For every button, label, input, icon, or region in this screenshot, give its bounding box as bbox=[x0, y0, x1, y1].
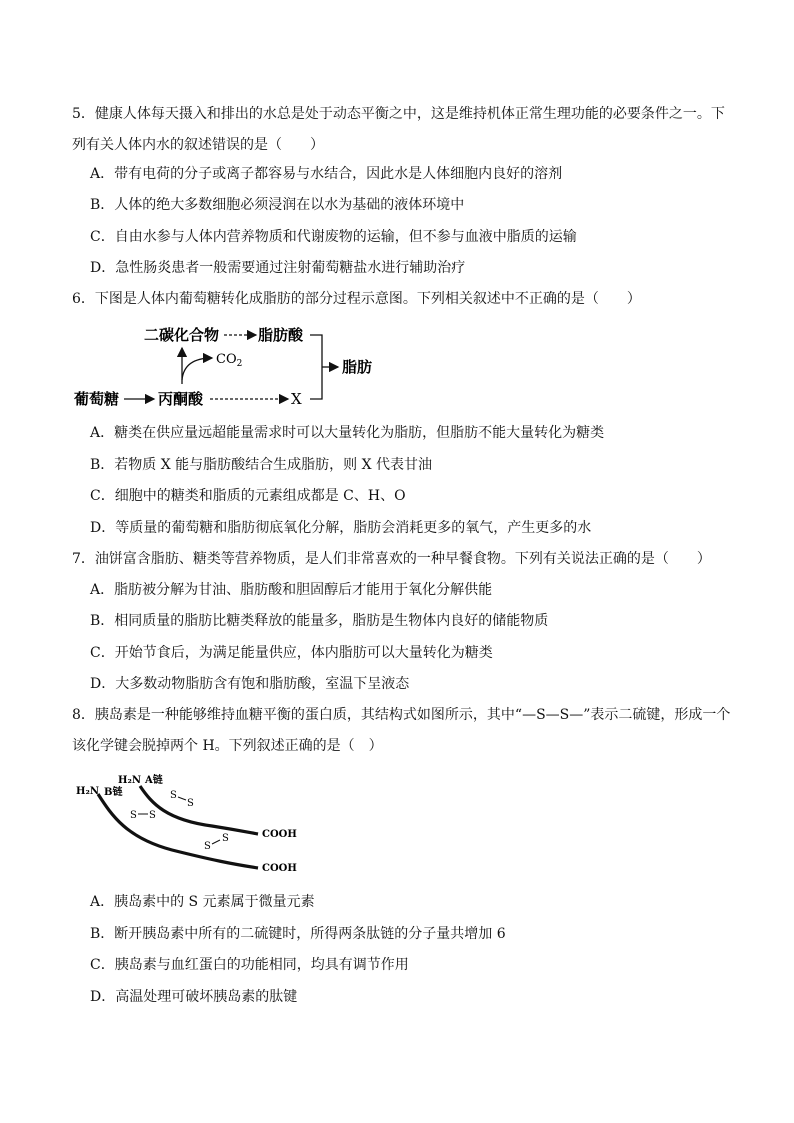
glucose-to-fat-diagram bbox=[70, 318, 390, 418]
disulfide-s6: S bbox=[222, 833, 229, 844]
merge-bracket bbox=[310, 335, 322, 399]
arrow-release-co2 bbox=[182, 358, 212, 380]
insulin-structure-diagram bbox=[72, 768, 302, 880]
q5-option-b: B．人体的绝大多数细胞必须浸润在以水为基础的液体环境中 bbox=[90, 197, 465, 213]
q7-option-c: C．开始节食后，为满足能量供应，体内脂肪可以大量转化为糖类 bbox=[90, 645, 493, 661]
label-cooh-a: COOH bbox=[262, 829, 297, 840]
node-glucose: 葡萄糖 bbox=[74, 390, 120, 408]
q6-option-c: C．细胞中的糖类和脂质的元素组成都是 C、H、O bbox=[90, 488, 406, 504]
disulfide-s3: S bbox=[170, 790, 177, 801]
node-co2: $CO_2$ bbox=[216, 352, 243, 369]
node-x: X bbox=[291, 390, 302, 408]
disulfide-s4: S bbox=[187, 798, 194, 809]
q5-option-a: A．带有电荷的分子或离子都容易与水结合，因此水是人体细胞内良好的溶剂 bbox=[90, 166, 563, 182]
node-fat: 脂肪 bbox=[342, 358, 373, 376]
node-pyruvate: 丙酮酸 bbox=[158, 390, 204, 408]
q8-option-a: A．胰岛素中的 S 元素属于微量元素 bbox=[90, 894, 315, 910]
q5-stem: 5．健康人体每天摄入和排出的水总是处于动态平衡之中，这是维持机体正常生理功能的必要条件之一。下列有关人体内水的叙述错误的是（ ） bbox=[72, 106, 725, 153]
q5-option-d: D．急性肠炎患者一般需要通过注射葡萄糖盐水进行辅助治疗 bbox=[90, 260, 466, 276]
q7-option-d: D．大多数动物脂肪含有饱和脂肪酸，室温下呈液态 bbox=[90, 676, 410, 692]
label-cooh-b: COOH bbox=[262, 863, 297, 874]
label-h2n-a: H₂N bbox=[118, 775, 141, 786]
disulfide-s1: S bbox=[130, 810, 137, 821]
q7-option-b: B．相同质量的脂肪比糖类释放的能量多，脂肪是生物体内良好的储能物质 bbox=[90, 613, 549, 629]
q6-option-b: B．若物质 X 能与脂肪酸结合生成脂肪，则 X 代表甘油 bbox=[90, 457, 433, 473]
q6-option-a: A．糖类在供应量远超能量需求时可以大量转化为脂肪，但脂肪不能大量转化为糖类 bbox=[90, 425, 605, 441]
chain-a-line bbox=[140, 786, 258, 834]
q8-stem: 8．胰岛素是一种能够维持血糖平衡的蛋白质，其结构式如图所示，其中“—S—S—”表示二硫键，形成一个该化学键会脱掉两个 H。下列叙述正确的是（ ） bbox=[72, 707, 731, 754]
q7-option-a: A．脂肪被分解为甘油、脂肪酸和胆固醇后才能用于氧化分解供能 bbox=[90, 582, 493, 598]
q7-stem: 7．油饼富含脂肪、糖类等营养物质，是人们非常喜欢的一种早餐食物。下列有关说法正确的是（ ） bbox=[72, 551, 711, 567]
node-two-carbon-compound: 二碳化合物 bbox=[144, 326, 220, 344]
q8-option-d: D．高温处理可破坏胰岛素的肽键 bbox=[90, 989, 298, 1005]
label-h2n-b: H₂N bbox=[76, 786, 99, 797]
q5-option-c: C．自由水参与人体内营养物质和代谢废物的运输，但不参与血液中脂质的运输 bbox=[90, 229, 577, 245]
bond-line-3 bbox=[212, 840, 220, 844]
disulfide-s5: S bbox=[204, 841, 211, 852]
q8-option-c: C．胰岛素与血红蛋白的功能相同，均具有调节作用 bbox=[90, 957, 409, 973]
label-chain-b: B链 bbox=[104, 787, 123, 798]
disulfide-s2: S bbox=[149, 810, 156, 821]
q6-option-d: D．等质量的葡萄糖和脂肪彻底氧化分解，脂肪会消耗更多的氧气，产生更多的水 bbox=[90, 520, 592, 536]
label-chain-a: A链 bbox=[145, 775, 163, 786]
q6-stem: 6．下图是人体内葡萄糖转化成脂肪的部分过程示意图。下列相关叙述中不正确的是（ ） bbox=[72, 291, 641, 307]
bond-line-2 bbox=[178, 797, 186, 800]
q8-option-b: B．断开胰岛素中所有的二硫键时，所得两条肽链的分子量共增加 6 bbox=[90, 926, 506, 942]
node-fatty-acid: 脂肪酸 bbox=[258, 326, 304, 344]
